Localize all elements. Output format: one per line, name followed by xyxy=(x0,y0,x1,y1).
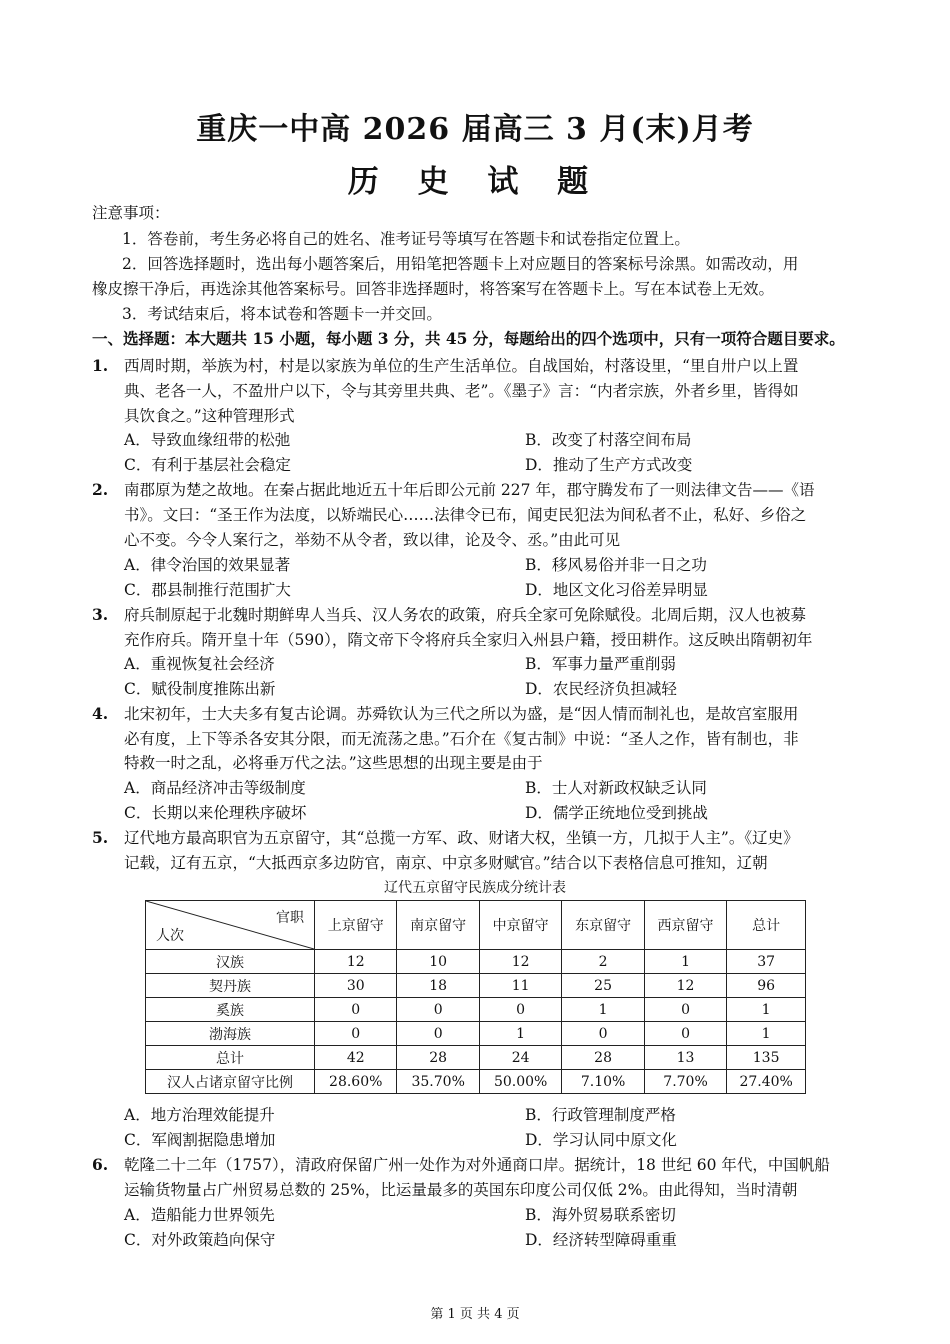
table-cell: 30 xyxy=(315,974,397,998)
table-cell: 0 xyxy=(644,1022,726,1046)
option-c[interactable]: C．有利于基层社会稳定 xyxy=(124,456,291,474)
option-a[interactable]: A．地方治理效能提升 xyxy=(124,1106,275,1124)
option-d[interactable]: D．经济转型障碍重重 xyxy=(525,1231,677,1249)
question-text: 运输货物量占广州贸易总数的 25%，比运量最多的英国东印度公司仅低 2%。由此得知，当时清朝 xyxy=(124,1181,798,1199)
question-text: 西周时期，举族为村，村是以家族为单位的生产生活单位。自战国始，村落设里，“里自卅户以上置 xyxy=(124,357,799,375)
column-header: 总计 xyxy=(727,901,806,950)
question-number: 2. xyxy=(92,480,109,499)
question-text: 充作府兵。隋开皇十年（590），隋文帝下令将府兵全家归入州县户籍，授田耕作。这反映出隋朝初年 xyxy=(124,631,813,649)
option-d[interactable]: D．儒学正统地位受到挑战 xyxy=(525,804,708,822)
question-text: 具饮食之。”这种管理形式 xyxy=(124,407,295,425)
table-cell: 0 xyxy=(644,998,726,1022)
question-text: 典、老各一人，不盈卅户以下，令与其旁里共典、老”。《墨子》言：“内者宗族，外者乡里，皆得如 xyxy=(124,382,799,400)
notice-heading: 注意事项： xyxy=(92,204,170,222)
row-label: 汉人占诸京留守比例 xyxy=(146,1070,315,1094)
notice-item: 橡皮擦干净后，再选涂其他答案标号。回答非选择题时，将答案写在答题卡上。写在本试卷上无效。 xyxy=(92,280,775,298)
table-cell: 0 xyxy=(479,998,561,1022)
option-d[interactable]: D．地区文化习俗差异明显 xyxy=(525,581,708,599)
table-cell: 27.40% xyxy=(727,1070,806,1094)
question-text: 北宋初年，士大夫多有复古论调。苏舜钦认为三代之所以为盛，是“因人情而制礼也，是故宫室服用 xyxy=(124,705,799,723)
section-heading: 一、选择题：本大题共 15 小题，每小题 3 分，共 45 分，每题给出的四个选项中，只有一项符合题目要求。 xyxy=(92,329,845,348)
question-text: 辽代地方最高职官为五京留守，其“总揽一方军、政、财诸大权，坐镇一方，几拟于人主”。《辽史》 xyxy=(124,829,799,847)
table-cell: 18 xyxy=(397,974,479,998)
table-cell: 12 xyxy=(644,974,726,998)
table-cell: 0 xyxy=(562,1022,644,1046)
row-label: 奚族 xyxy=(146,998,315,1022)
question-number: 1. xyxy=(92,356,109,375)
option-c[interactable]: C．郡县制推行范围扩大 xyxy=(124,581,291,599)
question-text: 府兵制原起于北魏时期鲜卑人当兵、汉人务农的政策，府兵全家可免除赋役。北周后期，汉人也被募 xyxy=(124,606,807,624)
question-number: 3. xyxy=(92,605,109,624)
table-cell: 12 xyxy=(315,950,397,974)
option-b[interactable]: B．军事力量严重削弱 xyxy=(525,655,676,673)
column-header: 中京留守 xyxy=(479,901,561,950)
table-row xyxy=(146,1070,806,1094)
question-text: 书》。文曰：“圣王作为法度，以矫端民心……法律令已布，闻吏民犯法为间私者不止，私好、乡俗之 xyxy=(124,506,807,524)
table-header-row xyxy=(146,901,806,950)
table-cell: 11 xyxy=(479,974,561,998)
option-c[interactable]: C．长期以来伦理秩序破坏 xyxy=(124,804,307,822)
option-b[interactable]: B．改变了村落空间布局 xyxy=(525,431,692,449)
table-title: 辽代五京留守民族成分统计表 xyxy=(384,880,566,896)
question-text: 南郡原为楚之故地。在秦占据此地近五十年后即公元前 227 年，郡守腾发布了一则法律文告——《语 xyxy=(124,481,815,499)
column-header: 东京留守 xyxy=(562,901,644,950)
option-b[interactable]: B．海外贸易联系密切 xyxy=(525,1206,676,1224)
question-text: 乾隆二十二年（1757），清政府保留广州一处作为对外通商口岸。据统计，18 世纪 60 年代，中国帆船 xyxy=(124,1156,830,1174)
option-a[interactable]: A．导致血缘纽带的松弛 xyxy=(124,431,291,449)
option-d[interactable]: D．学习认同中原文化 xyxy=(525,1131,677,1149)
option-b[interactable]: B．行政管理制度严格 xyxy=(525,1106,676,1124)
option-c[interactable]: C．军阀割据隐患增加 xyxy=(124,1131,276,1149)
option-c[interactable]: C．对外政策趋向保守 xyxy=(124,1231,276,1249)
exam-title: 重庆一中高 2026 届高三 3 月(末)月考 xyxy=(196,112,754,147)
table-cell: 35.70% xyxy=(397,1070,479,1094)
option-a[interactable]: A．律令治国的效果显著 xyxy=(124,556,291,574)
table-cell: 7.10% xyxy=(562,1070,644,1094)
question-text: 必有度，上下等杀各安其分限，而无流荡之患。”石介在《复古制》中说：“圣人之作，皆有制也，非 xyxy=(124,730,799,748)
option-d[interactable]: D．农民经济负担减轻 xyxy=(525,680,677,698)
table-cell: 0 xyxy=(397,1022,479,1046)
option-d[interactable]: D．推动了生产方式改变 xyxy=(525,456,693,474)
table-row xyxy=(146,998,806,1022)
table-cell: 37 xyxy=(727,950,806,974)
page-footer: 第 1 页 共 4 页 xyxy=(430,1307,520,1322)
option-c[interactable]: C．赋役制度推陈出新 xyxy=(124,680,276,698)
exam-subtitle: 历 史 试 题 xyxy=(347,164,603,200)
table-cell: 0 xyxy=(315,1022,397,1046)
row-label: 契丹族 xyxy=(146,974,315,998)
table-row xyxy=(146,974,806,998)
question-number: 6. xyxy=(92,1155,109,1174)
table-cell: 28 xyxy=(397,1046,479,1070)
corner-label-top: 官职 xyxy=(276,910,304,926)
question-number: 4. xyxy=(92,704,109,723)
table-cell: 1 xyxy=(562,998,644,1022)
table-cell: 1 xyxy=(479,1022,561,1046)
table-cell: 10 xyxy=(397,950,479,974)
option-b[interactable]: B．士人对新政权缺乏认同 xyxy=(525,779,707,797)
table-cell: 28 xyxy=(562,1046,644,1070)
option-a[interactable]: A．重视恢复社会经济 xyxy=(124,655,275,673)
table-row xyxy=(146,950,806,974)
table-row xyxy=(146,1046,806,1070)
row-label: 汉族 xyxy=(146,950,315,974)
table-corner-cell xyxy=(146,901,315,950)
table-cell: 135 xyxy=(727,1046,806,1070)
liao-five-capitals-table xyxy=(145,900,806,1094)
table-cell: 13 xyxy=(644,1046,726,1070)
question-text: 特救一时之乱，必将垂万代之法。”这些思想的出现主要是由于 xyxy=(124,754,543,772)
notice-item: 2．回答选择题时，选出每小题答案后，用铅笔把答题卡上对应题目的答案标号涂黑。如需改动，用 xyxy=(122,255,799,273)
row-label: 总计 xyxy=(146,1046,315,1070)
table-cell: 12 xyxy=(479,950,561,974)
column-header: 西京留守 xyxy=(644,901,726,950)
table-cell: 25 xyxy=(562,974,644,998)
notice-item: 3．考试结束后，将本试卷和答题卡一并交回。 xyxy=(122,305,442,323)
question-text: 记载，辽有五京，“大抵西京多边防官，南京、中京多财赋官。”结合以下表格信息可推知，辽朝 xyxy=(124,854,768,872)
table-cell: 42 xyxy=(315,1046,397,1070)
row-label: 渤海族 xyxy=(146,1022,315,1046)
table-row xyxy=(146,1022,806,1046)
option-a[interactable]: A．商品经济冲击等级制度 xyxy=(124,779,306,797)
table-cell: 96 xyxy=(727,974,806,998)
option-b[interactable]: B．移风易俗并非一日之功 xyxy=(525,556,707,574)
corner-label-bottom: 人次 xyxy=(156,928,184,944)
table-cell: 28.60% xyxy=(315,1070,397,1094)
question-number: 5. xyxy=(92,828,109,847)
table-cell: 0 xyxy=(397,998,479,1022)
table-cell: 24 xyxy=(479,1046,561,1070)
question-text: 心不变。今令人案行之，举劾不从令者，致以律，论及令、丞。”由此可见 xyxy=(124,531,621,549)
table-cell: 1 xyxy=(727,1022,806,1046)
table-cell: 1 xyxy=(644,950,726,974)
table-cell: 50.00% xyxy=(479,1070,561,1094)
table-cell: 2 xyxy=(562,950,644,974)
table-cell: 7.70% xyxy=(644,1070,726,1094)
column-header: 南京留守 xyxy=(397,901,479,950)
table-cell: 1 xyxy=(727,998,806,1022)
column-header: 上京留守 xyxy=(315,901,397,950)
notice-item: 1．答卷前，考生务必将自己的姓名、准考证号等填写在答题卡和试卷指定位置上。 xyxy=(122,230,690,248)
table-cell: 0 xyxy=(315,998,397,1022)
option-a[interactable]: A．造船能力世界领先 xyxy=(124,1206,275,1224)
